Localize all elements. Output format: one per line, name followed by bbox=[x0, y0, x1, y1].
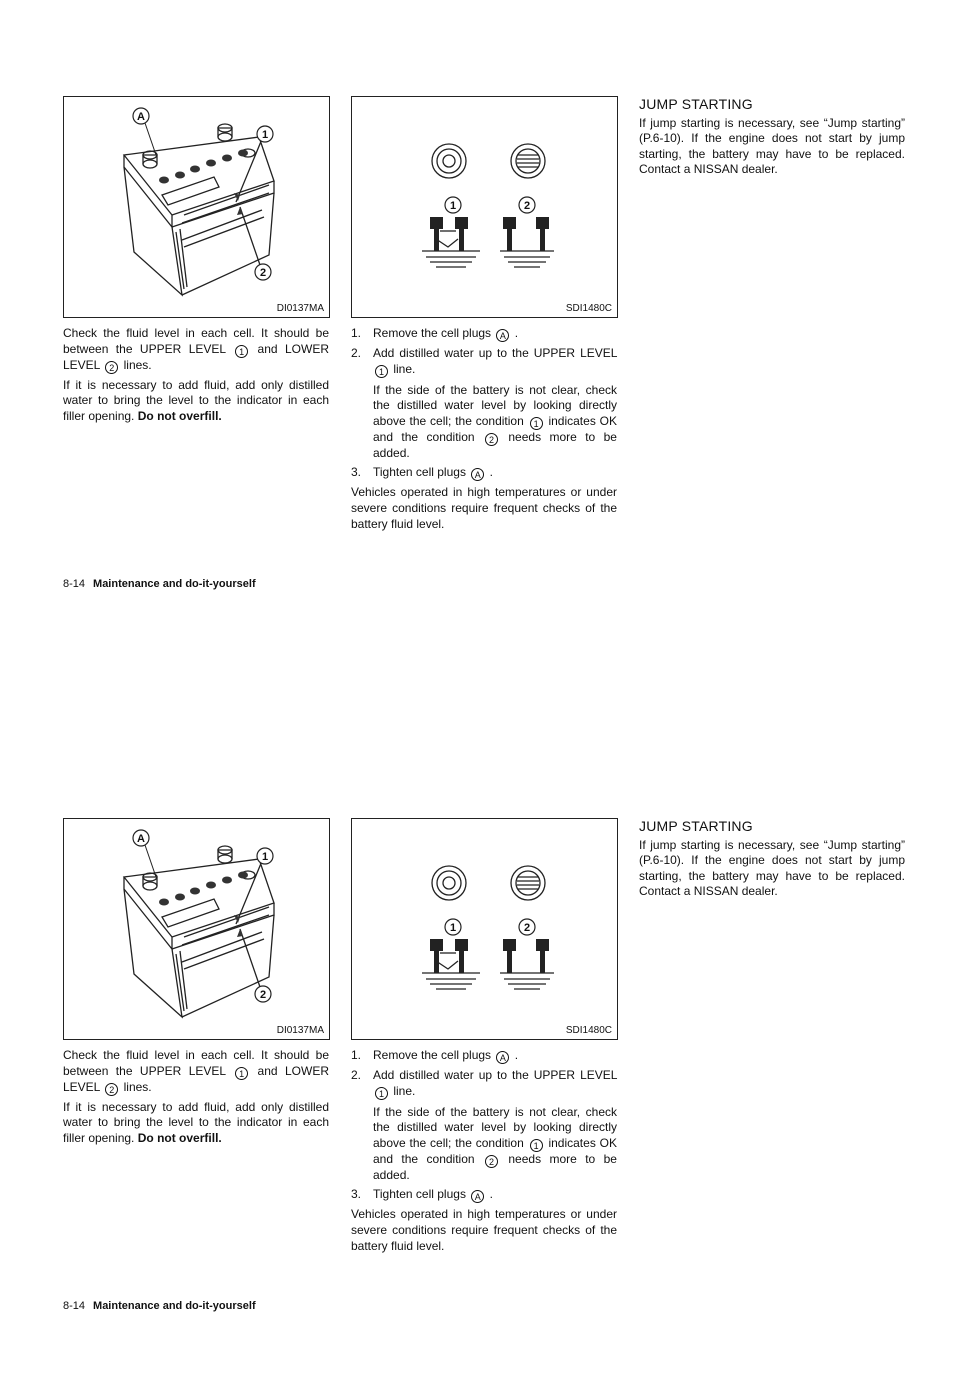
list-item: 1. Remove the cell plugs A . bbox=[351, 326, 519, 341]
steps-list bbox=[351, 1048, 617, 1203]
paragraph: Check the fluid level in each cell. It should be between the UPPER LEVEL 1 and LOWER LEVEL 2 lines. bbox=[63, 326, 330, 373]
callout-1: 1 bbox=[261, 851, 269, 863]
callout-1: 1 bbox=[449, 922, 457, 934]
section-title: Maintenance and do-it-yourself bbox=[93, 1300, 256, 1312]
page-footer bbox=[63, 1300, 256, 1312]
steps-text bbox=[351, 1048, 617, 1258]
paragraph: If it is necessary to add fluid, add only distilled water to bring the level to the indicator in each filler opening. Do not overfill. bbox=[63, 377, 329, 423]
warning-text: Do not overfill. bbox=[137, 408, 222, 423]
callout-1: 1 bbox=[261, 129, 269, 141]
callout-badge: 2 bbox=[485, 433, 498, 446]
paragraph: If jump starting is necessary, see “Jump starting” (P.6-10). If the engine does not start by jump starting, the battery may have to be replaced. Contact a NISSAN dealer. bbox=[639, 115, 905, 177]
section-heading: JUMP STARTING bbox=[639, 96, 753, 112]
page-footer bbox=[63, 578, 256, 590]
battery-figure bbox=[63, 96, 330, 318]
callout-2: 2 bbox=[259, 267, 267, 279]
callout-1: 1 bbox=[449, 200, 457, 212]
levels-illustration bbox=[352, 819, 617, 1039]
section-title: Maintenance and do-it-yourself bbox=[93, 578, 256, 590]
page-bottom bbox=[0, 722, 954, 1397]
list-item: 3. Tighten cell plugs A . bbox=[351, 465, 493, 481]
figure-code: SDI1480C bbox=[565, 303, 612, 314]
callout-badge: 1 bbox=[235, 1067, 248, 1080]
callout-a: A bbox=[137, 833, 145, 845]
paragraph: If jump starting is necessary, see “Jump starting” (P.6-10). If the engine does not start by jump starting, the battery may have to be replaced. Contact a NISSAN dealer. bbox=[639, 837, 905, 899]
fluid-check-text bbox=[63, 326, 329, 428]
battery-illustration bbox=[64, 819, 329, 1039]
paragraph: Check the fluid level in each cell. It should be between the UPPER LEVEL 1 and LOWER LEVEL 2 lines. bbox=[63, 1048, 330, 1095]
callout-badge: 1 bbox=[235, 345, 248, 358]
levels-figure bbox=[351, 818, 618, 1040]
levels-figure bbox=[351, 96, 618, 318]
section-heading: JUMP STARTING bbox=[639, 818, 753, 834]
page-number: 8-14 bbox=[63, 578, 86, 590]
callout-2: 2 bbox=[523, 922, 531, 934]
figure-code: DI0137MA bbox=[276, 303, 324, 314]
page-top bbox=[0, 0, 954, 675]
step-detail: If the side of the battery is not clear, check the distilled water level by looking directly above the cell; the condition 1 indicates OK and the condition 2 needs more to be added. bbox=[373, 1104, 617, 1182]
page-number: 8-14 bbox=[63, 1300, 86, 1312]
callout-badge: 2 bbox=[485, 1155, 498, 1168]
battery-illustration bbox=[64, 97, 329, 317]
list-item: 1. Remove the cell plugs A . bbox=[351, 1048, 519, 1063]
list-item: 2. Add distilled water up to the UPPER LEVEL 1 line. If the side of the battery is not clear, check the distilled water level by looking directly above the cell; the condition 1 indicates OK and the condition 2 needs more to be added. bbox=[351, 346, 617, 460]
warning-text: Do not overfill. bbox=[137, 1130, 222, 1145]
paragraph: If it is necessary to add fluid, add only distilled water to bring the level to the indicator in each filler opening. Do not overfill. bbox=[63, 1099, 329, 1145]
list-item: 2. Add distilled water up to the UPPER LEVEL 1 line. If the side of the battery is not clear, check the distilled water level by looking directly above the cell; the condition 1 indicates OK and the condition 2 needs more to be added. bbox=[351, 1068, 617, 1182]
note: Vehicles operated in high temperatures or under severe conditions require frequent checks of the battery fluid level. bbox=[351, 485, 617, 531]
callout-badge: A bbox=[471, 1190, 484, 1203]
callout-badge: 1 bbox=[375, 365, 388, 378]
step-detail: If the side of the battery is not clear, check the distilled water level by looking directly above the cell; the condition 1 indicates OK and the condition 2 needs more to be added. bbox=[373, 382, 617, 460]
battery-figure bbox=[63, 818, 330, 1040]
note: Vehicles operated in high temperatures or under severe conditions require frequent checks of the battery fluid level. bbox=[351, 1207, 617, 1253]
steps-text bbox=[351, 326, 617, 536]
callout-badge: 1 bbox=[530, 1139, 543, 1152]
callout-badge: 2 bbox=[105, 361, 118, 374]
fluid-check-text bbox=[63, 1048, 329, 1150]
callout-2: 2 bbox=[523, 200, 531, 212]
callout-badge: A bbox=[471, 468, 484, 481]
steps-list bbox=[351, 326, 617, 481]
jump-starting-section bbox=[639, 97, 905, 182]
callout-2: 2 bbox=[259, 989, 267, 1001]
callout-badge: A bbox=[496, 1051, 509, 1064]
callout-badge: 1 bbox=[530, 417, 543, 430]
figure-code: SDI1480C bbox=[565, 1025, 612, 1036]
callout-badge: 2 bbox=[105, 1083, 118, 1096]
callout-badge: 1 bbox=[375, 1087, 388, 1100]
levels-illustration bbox=[352, 97, 617, 317]
jump-starting-section bbox=[639, 819, 905, 904]
callout-a: A bbox=[137, 111, 145, 123]
callout-badge: A bbox=[496, 329, 509, 342]
list-item: 3. Tighten cell plugs A . bbox=[351, 1187, 493, 1203]
figure-code: DI0137MA bbox=[276, 1025, 324, 1036]
